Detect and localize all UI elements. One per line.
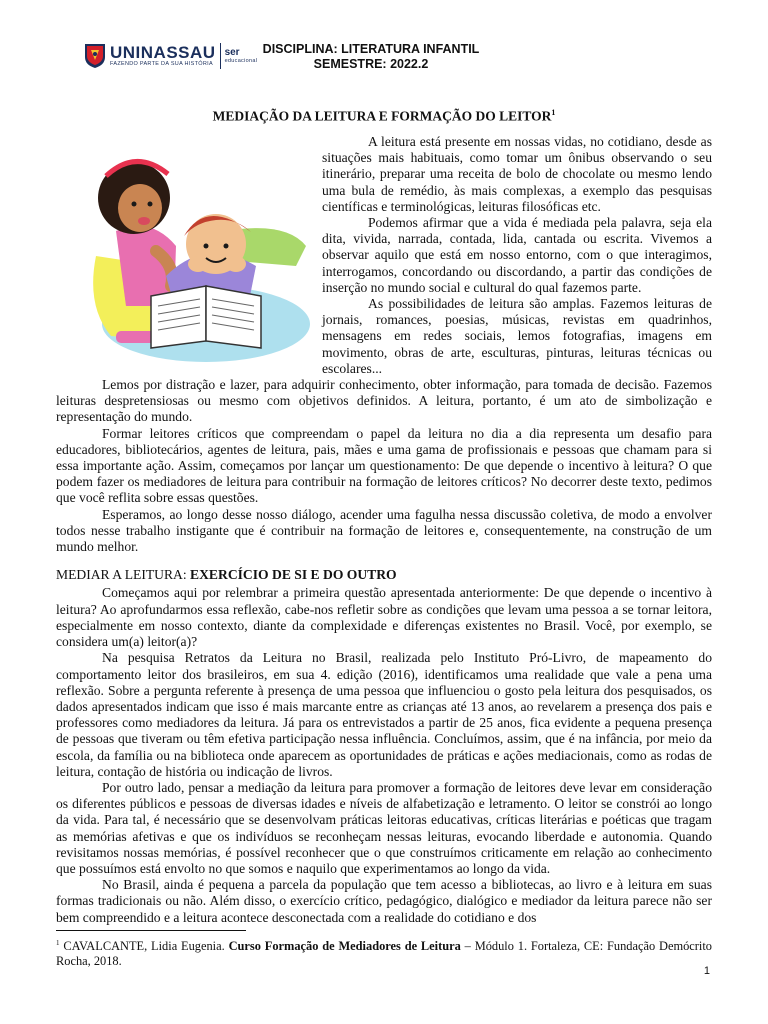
page-number: 1: [703, 965, 710, 977]
uninassau-logo: [84, 38, 257, 74]
footnote-work: Curso Formação de Mediadores de Leitura: [228, 939, 461, 954]
children-reading-book-illustration: [56, 136, 314, 368]
section-paragraph-2: Na pesquisa Retratos da Leitura no Brasil, realizada pelo Instituto Pró-Livro, de mapeamento do comportamento leitor dos brasileiros, em sua 4. edição (2016), identificamos uma realidade que vale a pena uma reflexão. Sobre a pergunta referente à presença de uma pessoa que influenciou o gosto pela leitura dos pesquisados, os dados apresentados indicam que isso é mais marcante entre as crianças até 13 anos, ao revelarem a presença dos pais e professores como mediadores da leitura. Já para os entrevistados a partir de 25 anos, fica evidente a pequena presença de pessoas que tiveram ou têm efetiva participação nessa influência. Concluímos, assim, que é na infância, por meio da escola, da família ou na biblioteca onde aparecem as oportunidades de práticas e ações mediacionais, como as rodas de leitura, contação de história ou indicação de livros.: [56, 650, 712, 779]
semester-label: SEMESTRE: 2022.2: [313, 57, 429, 71]
logo-tagline: FAZENDO PARTE DA SUA HISTÓRIA: [110, 61, 213, 67]
section-heading: [56, 567, 712, 583]
footnote: [56, 936, 712, 969]
document-body: [56, 134, 712, 926]
section-heading-bold: EXERCÍCIO DE SI E DO OUTRO: [190, 567, 397, 583]
footnote-rule: [56, 930, 246, 931]
paragraph-intro-5: Formar leitores críticos que compreendam o papel da leitura no dia a dia representa um desafio para educadores, bibliotecários, agentes de leitura, pais, mães e uma gama de profissionais e pessoas que chamam para si essa importante ação. Assim, começamos por lançar um questionamento: De que depende o incentivo à leitura? O que podem fazer os mediadores de leitura para contribuir na formação de leitores críticos? No decorrer deste texto, pedimos que você reflita sobre essas questões.: [56, 425, 712, 506]
discipline-label: DISCIPLINA: LITERATURA INFANTIL: [262, 42, 480, 56]
footnote-author: CAVALCANTE, Lidia Eugenia.: [63, 939, 229, 954]
logo-ser: ser: [224, 47, 240, 58]
paragraph-intro-3: As possibilidades de leitura são amplas. Fazemos leituras de jornais, romances, poesias, músicas, revistas em quadrinhos, mensagens em redes sociais, lemos fotografias, imagens em movimento, obras de arte, esculturas, pinturas, leituras técnicas ou escolares...: [322, 296, 712, 376]
section-paragraph-4: No Brasil, ainda é pequena a parcela da população que tem acesso a bibliotecas, ao livro e à leitura em suas formas tradicionais ou não. Além disso, o exercício crítico, pedagógico, dialógico e mediador da leitura parece não ser bem compreendido e a leitura acontece desconectada com a realidade do cotidiano e dos: [56, 877, 712, 925]
logo-name: UNINASSAU: [110, 43, 216, 62]
section-paragraph-1: Começamos aqui por relembrar a primeira questão apresentada anteriormente: De que depende o incentivo à leitura? Ao aprofundarmos essa reflexão, cabe-nos refletir sobre as condições que levam uma pessoa a se tornar leitora, especialmente em nosso contexto, diante da complexidade e diferenças existentes no Brasil. Você, por exemplo, se considera um(a) leitor(a)?: [56, 585, 712, 650]
paragraph-intro-4: Lemos por distração e lazer, para adquirir conhecimento, obter informação, para tomada de decisão. Fazemos leituras despretensiosas ou mesmo com objetivos definidos. A leitura, portanto, é um ato de simbolização e representação do mundo.: [56, 377, 712, 425]
paragraph-intro-6: Esperamos, ao longo desse nosso diálogo, acender uma fagulha nessa discussão coletiva, de modo a envolver todos nesse trabalho instigante que é contribuir na formação de leitores e, consequentemente, na construção de um mundo melhor.: [56, 506, 712, 555]
footnote-rest: – Módulo 1. Fortaleza, CE: Fundação Demócrito Rocha, 2018.: [56, 939, 713, 969]
logo-ser-sub: educacional: [224, 58, 258, 64]
title-footnote-mark: 1: [551, 108, 556, 117]
document-title: [56, 108, 712, 125]
section-paragraph-3: Por outro lado, pensar a mediação da leitura para promover a formação de leitores deve levar em consideração os diferentes públicos e pessoas de diversas idades e níveis de alfabetização e letramento. O leitor se constrói ao longo da vida. Para tal, é necessário que se desenvolvam práticas leitoras educativas, críticas literárias e poéticas que tragam as memórias afetivas e que os indivíduos se reconheçam nessas leituras, evocando liberdade e autonomia. Quando revisitamos nossas memórias, é possível reconhecer que o que construímos criticamente em relação ao conhecimento que possuímos está envolto no que somos e naquilo que experimentamos ao longo da vida.: [56, 779, 712, 876]
footnote-mark: 1: [56, 939, 60, 947]
uninassau-shield-icon: [84, 43, 106, 69]
logo-separator: [220, 43, 221, 69]
paragraph-intro-2: Podemos afirmar que a vida é mediada pela palavra, seja ela dita, vivida, narrada, contada, lida, cantada ou escrita. Vivemos a observar aquilo que está em nosso entorno, com o que interagimos, interrogamos, concordando ou discordando, a partir das condições de inserção no mundo social e cultural do qual fazemos parte.: [322, 215, 712, 295]
page-header: [84, 38, 684, 74]
section-heading-plain: MEDIAR A LEITURA:: [56, 567, 191, 583]
paragraph-intro-1: A leitura está presente em nossas vidas, no cotidiano, desde as situações mais habituais, como tomar um ônibus observando o seu itinerário, preparar uma receita de bolo de chocolate ou mesmo lendo uma bula de remédio, às mais complexas, a exemplo das pesquisas científicas e terminológicas, leituras filosóficas etc.: [322, 134, 712, 214]
title-text: MEDIAÇÃO DA LEITURA E FORMAÇÃO DO LEITOR: [212, 108, 552, 124]
discipline-block: [246, 42, 496, 72]
